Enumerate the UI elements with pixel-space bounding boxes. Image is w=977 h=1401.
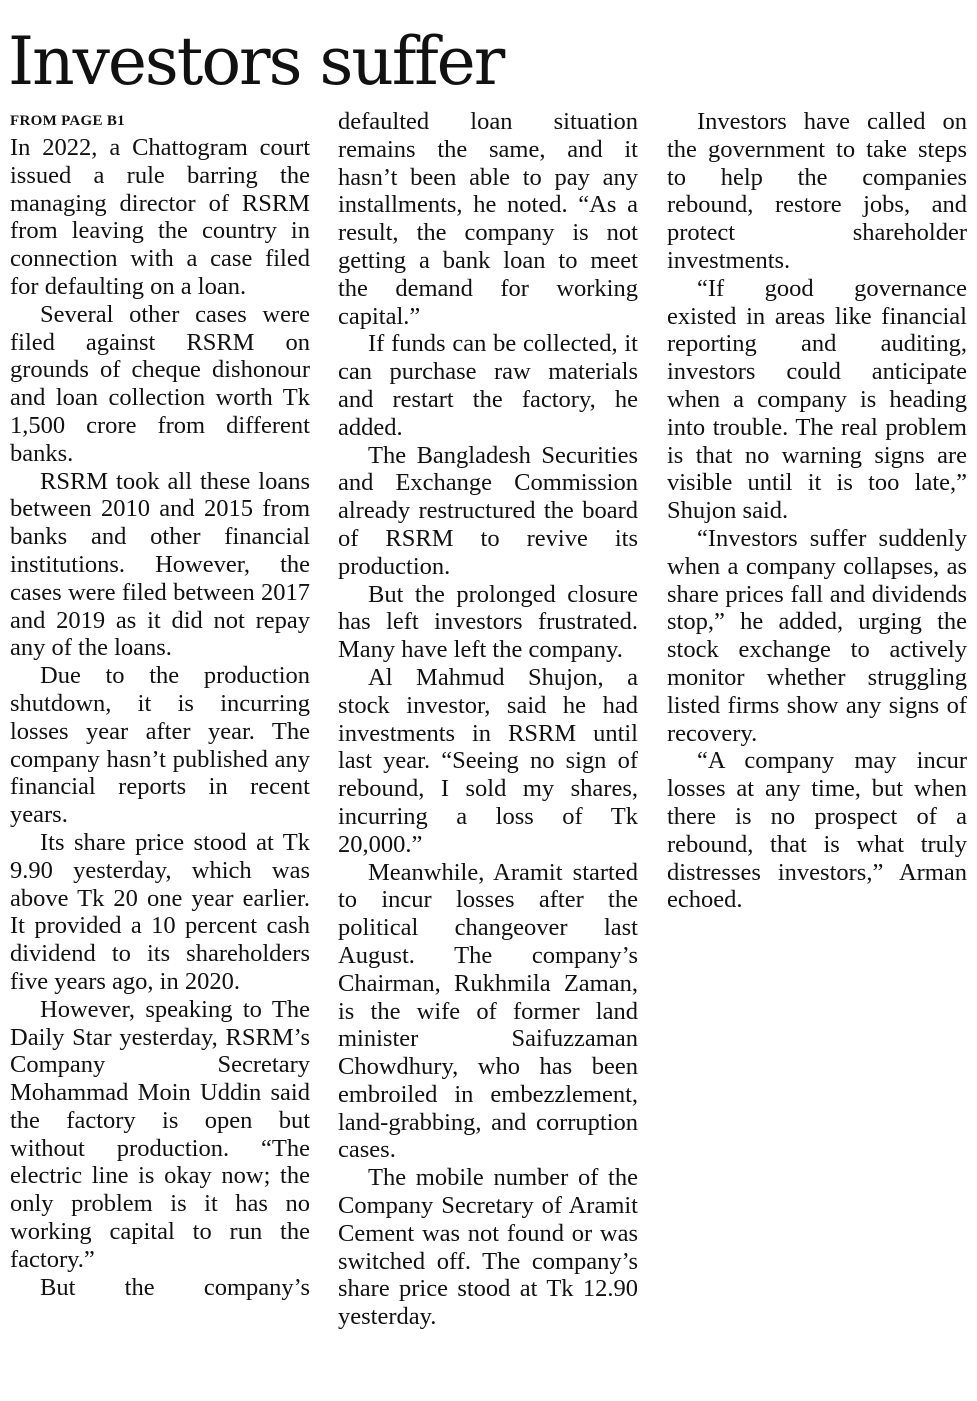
headline: Investors suffer (8, 23, 504, 100)
paragraph: But the prolonged closure has left investors frustrated. Many have left the company. (338, 580, 638, 664)
paragraph: “A company may incur losses at any time, but when there is no prospect of a rebound, that is what truly distresses investors,” Arman echoed. (667, 747, 967, 914)
paragraph: “If good governance existed in areas like financial reporting and auditing, investors could anticipate when a company is heading into trouble. The real problem is that no warning signs are visible until it is too late,” Shujon said. (667, 274, 967, 525)
paragraph: In 2022, a Chattogram court issued a rule barring the managing director of RSRM from leaving the country in connection with a case filed for defaulting on a loan. (10, 134, 310, 300)
paragraph: Its share price stood at Tk 9.90 yesterday, which was above Tk 20 one year earlier. It provided a 10 percent cash dividend to its shareholders five years ago, in 2020. (10, 828, 310, 995)
continuation-kicker: FROM PAGE B1 (10, 113, 125, 129)
article-column-2 (338, 108, 638, 1331)
paragraph: If funds can be collected, it can purchase raw materials and restart the factory, he added. (338, 330, 638, 441)
paragraph: Al Mahmud Shujon, a stock investor, said he had investments in RSRM until last year. “Seeing no sign of rebound, I sold my shares, incurring a loss of Tk 20,000.” (338, 663, 638, 858)
paragraph: defaulted loan situation remains the same, and it hasn’t been able to pay any installments, he noted. “As a result, the company is not getting a bank loan to meet the demand for working capital.” (338, 108, 638, 330)
paragraph: The Bangladesh Securities and Exchange Commission already restructured the board of RSRM to revive its production. (338, 441, 638, 580)
paragraph: Meanwhile, Aramit started to incur losses after the political changeover last August. The company’s Chairman, Rukhmila Zaman, is the wife of former land minister Saifuzzaman Chowdhury, who has been embroiled in embezzlement, land-grabbing, and corruption cases. (338, 858, 638, 1164)
paragraph: RSRM took all these loans between 2010 and 2015 from banks and other financial institutions. However, the cases were filed between 2017 and 2019 as it did not repay any of the loans. (10, 467, 310, 662)
paragraph: The mobile number of the Company Secretary of Aramit Cement was not found or was switched off. The company’s share price stood at Tk 12.90 yesterday. (338, 1164, 638, 1331)
paragraph: “Investors suffer suddenly when a company collapses, as share prices fall and dividends stop,” he added, urging the stock exchange to actively monitor whether struggling listed firms show any signs of recovery. (667, 524, 967, 747)
article-column-3 (667, 108, 967, 914)
paragraph: Several other cases were filed against RSRM on grounds of cheque dishonour and loan collection worth Tk 1,500 crore from different banks. (10, 300, 310, 467)
paragraph: But the company’s (40, 1273, 310, 1301)
paragraph: Due to the production shutdown, it is incurring losses year after year. The company hasn’t published any financial reports in recent years. (10, 662, 310, 829)
paragraph: However, speaking to The Daily Star yesterday, RSRM’s Company Secretary Mohammad Moin Uddin said the factory is open but without production. “The electric line is okay now; the only problem is it has no working capital to run the factory.” (10, 995, 310, 1273)
article-column-1 (10, 108, 310, 1301)
paragraph: Investors have called on the government to take steps to help the companies rebound, restore jobs, and protect shareholder investments. (667, 108, 967, 274)
